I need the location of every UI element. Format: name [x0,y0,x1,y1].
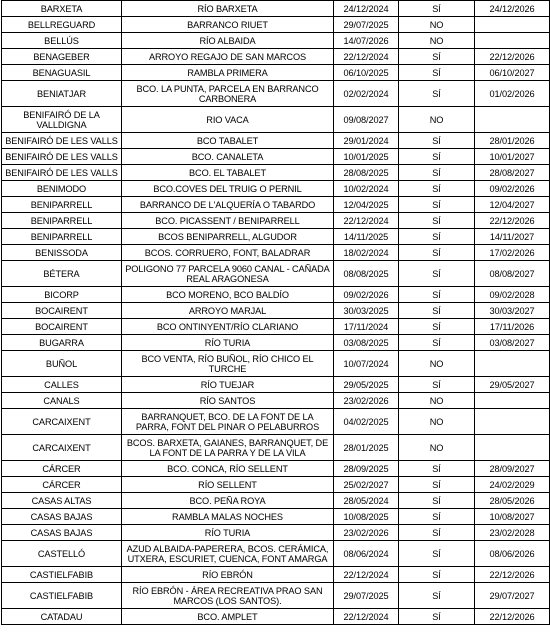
table-row [2,287,550,303]
municipality-cell: BENAGEBER [2,49,122,65]
location-cell: RIO VACA [122,107,334,133]
municipality-cell: BENISSODA [2,245,122,261]
municipality-cell: CÁRCER [2,461,122,477]
expiry-date-cell: 22/12/2026 [475,567,550,583]
date-cell: 28/01/2025 [334,435,399,461]
expiry-date-cell: 24/12/2026 [475,1,550,17]
date-cell: 28/05/2024 [334,493,399,509]
table-row [2,319,550,335]
municipality-cell: CASAS BAJAS [2,525,122,541]
status-cell: SÍ [399,261,475,287]
location-cell: BCOS. CORRUERO, FONT, BALADRAR [122,245,334,261]
table-row [2,303,550,319]
municipality-cell: BELLREGUARD [2,17,122,33]
location-cell: RÍO TURIA [122,525,334,541]
status-cell: NO [399,409,475,435]
location-cell: POLIGONO 77 PARCELA 9060 CANAL - CAÑADA REAL ARAGONESA [122,261,334,287]
date-cell: 10/07/2024 [334,351,399,377]
status-cell: SÍ [399,149,475,165]
municipality-cell: BUGARRA [2,335,122,351]
municipality-cell: BÉTERA [2,261,122,287]
status-cell: SÍ [399,213,475,229]
status-cell: SÍ [399,65,475,81]
expiry-date-cell: 14/11/2027 [475,229,550,245]
table-row [2,17,550,33]
date-cell: 09/02/2026 [334,287,399,303]
status-cell: SÍ [399,493,475,509]
location-cell: BCO. PEÑA ROYA [122,493,334,509]
expiry-date-cell: 24/02/2029 [475,477,550,493]
date-cell: 23/02/2026 [334,393,399,409]
municipality-cell: BENIFAIRÓ DE LA VALLDIGNA [2,107,122,133]
date-cell: 14/11/2025 [334,229,399,245]
date-cell: 29/01/2024 [334,133,399,149]
status-cell: SÍ [399,81,475,107]
location-cell: RAMBLA PRIMERA [122,65,334,81]
table-row [2,409,550,435]
table-row [2,567,550,583]
table-row [2,1,550,17]
date-cell: 29/07/2025 [334,583,399,609]
date-cell: 22/12/2024 [334,567,399,583]
expiry-date-cell: 29/05/2027 [475,377,550,393]
location-cell: RÍO TUEJAR [122,377,334,393]
location-cell: BCO VENTA, RÍO BUÑOL, RÍO CHICO EL TURCHE [122,351,334,377]
location-cell: RÍO EBRÓN [122,567,334,583]
expiry-date-cell [475,351,550,377]
status-cell: SÍ [399,319,475,335]
location-cell: BCO. CONCA, RÍO SELLENT [122,461,334,477]
municipality-cell: CARCAIXENT [2,435,122,461]
date-cell: 04/02/2025 [334,409,399,435]
expiry-date-cell [475,107,550,133]
location-cell: BCO. AMPLET [122,609,334,625]
date-cell: 17/11/2024 [334,319,399,335]
table-row [2,107,550,133]
location-cell: BCO. EL TABALET [122,165,334,181]
date-cell: 22/12/2024 [334,609,399,625]
table-row [2,393,550,409]
date-cell: 25/02/2027 [334,477,399,493]
table-body [2,1,550,625]
date-cell: 02/02/2024 [334,81,399,107]
location-cell: AZUD ALBAIDA-PAPERERA, BCOS. CERÁMICA, UTXERA, ESCURIET, CUENCA, FONT AMARGA [122,541,334,567]
location-cell: BCO. PICASSENT / BENIPARRELL [122,213,334,229]
status-cell: SÍ [399,525,475,541]
municipality-cell: BENIATJAR [2,81,122,107]
expiry-date-cell: 17/02/2026 [475,245,550,261]
date-cell: 08/08/2025 [334,261,399,287]
municipality-cell: CÁRCER [2,477,122,493]
date-cell: 03/08/2025 [334,335,399,351]
date-cell: 18/02/2024 [334,245,399,261]
table-row [2,351,550,377]
municipality-cell: BENIPARRELL [2,229,122,245]
location-cell: BARRANQUET, BCO. DE LA FONT DE LA PARRA, FONT DEL PINAR O PELABURROS [122,409,334,435]
table-row [2,197,550,213]
table-row [2,493,550,509]
date-cell: 22/12/2024 [334,49,399,65]
municipality-cell: BOCAIRENT [2,303,122,319]
status-cell: SÍ [399,49,475,65]
expiry-date-cell: 23/02/2028 [475,525,550,541]
expiry-date-cell: 30/03/2027 [475,303,550,319]
table-row [2,261,550,287]
expiry-date-cell: 29/07/2027 [475,583,550,609]
location-cell: BCOS BENIPARRELL, ALGUDOR [122,229,334,245]
municipality-cell: BENAGUASIL [2,65,122,81]
table-row [2,149,550,165]
expiry-date-cell: 22/12/2026 [475,609,550,625]
location-cell: BCO. CANALETA [122,149,334,165]
table-row [2,461,550,477]
status-cell: SÍ [399,609,475,625]
status-cell: SÍ [399,1,475,17]
municipality-cell: CASTELLÓ [2,541,122,567]
expiry-date-cell: 08/06/2026 [475,541,550,567]
municipality-cell: BARXETA [2,1,122,17]
expiry-date-cell: 28/01/2026 [475,133,550,149]
status-cell: NO [399,17,475,33]
date-cell: 09/08/2027 [334,107,399,133]
location-cell: ARROYO MARJAL [122,303,334,319]
location-cell: RÍO BARXETA [122,1,334,17]
table-row [2,335,550,351]
expiry-date-cell [475,435,550,461]
status-cell: NO [399,435,475,461]
expiry-date-cell: 22/12/2026 [475,213,550,229]
expiry-date-cell: 03/08/2027 [475,335,550,351]
date-cell: 06/10/2025 [334,65,399,81]
table-row [2,33,550,49]
table-row [2,435,550,461]
expiry-date-cell: 10/08/2027 [475,509,550,525]
status-cell: NO [399,107,475,133]
expiry-date-cell: 22/12/2026 [475,49,550,65]
location-cell: BCO TABALET [122,133,334,149]
table-row [2,229,550,245]
location-cell: RAMBLA MALAS NOCHES [122,509,334,525]
date-cell: 29/05/2025 [334,377,399,393]
date-cell: 22/12/2024 [334,213,399,229]
table-row [2,81,550,107]
municipality-cell: BELLÚS [2,33,122,49]
table-row [2,583,550,609]
status-cell: SÍ [399,165,475,181]
table-row [2,609,550,625]
table-row [2,509,550,525]
expiry-date-cell [475,409,550,435]
location-cell: RÍO TURIA [122,335,334,351]
table-row [2,49,550,65]
date-cell: 08/06/2024 [334,541,399,567]
status-cell: SÍ [399,583,475,609]
location-cell: BARRANCO RIUET [122,17,334,33]
table-row [2,213,550,229]
date-cell: 24/12/2024 [334,1,399,17]
status-cell: NO [399,33,475,49]
location-cell: RÍO ALBAIDA [122,33,334,49]
municipality-cell: CASTIELFABIB [2,567,122,583]
status-cell: SÍ [399,229,475,245]
municipality-cell: CATADAU [2,609,122,625]
location-cell: RÍO SANTOS [122,393,334,409]
table-row [2,541,550,567]
date-cell: 10/01/2025 [334,149,399,165]
status-cell: SÍ [399,377,475,393]
location-cell: ARROYO REGAJO DE SAN MARCOS [122,49,334,65]
status-cell: SÍ [399,245,475,261]
expiry-date-cell: 01/02/2026 [475,81,550,107]
municipality-cell: BENIMODO [2,181,122,197]
expiry-date-cell [475,33,550,49]
status-cell: SÍ [399,133,475,149]
municipality-cell: CALLES [2,377,122,393]
expiry-date-cell: 08/08/2027 [475,261,550,287]
expiry-date-cell: 28/05/2026 [475,493,550,509]
location-cell: BCO ONTINYENT/RÍO CLARIANO [122,319,334,335]
location-cell: BCO.COVES DEL TRUIG O PERNIL [122,181,334,197]
status-cell: SÍ [399,509,475,525]
expiry-date-cell: 09/02/2026 [475,181,550,197]
municipality-cell: BENIPARRELL [2,213,122,229]
table-row [2,377,550,393]
table-row [2,133,550,149]
date-cell: 10/02/2024 [334,181,399,197]
table-row [2,525,550,541]
status-cell: SÍ [399,567,475,583]
expiry-date-cell: 09/02/2028 [475,287,550,303]
expiry-date-cell: 06/10/2027 [475,65,550,81]
table-row [2,477,550,493]
expiry-date-cell: 12/04/2027 [475,197,550,213]
municipality-cell: CASAS BAJAS [2,509,122,525]
status-cell: SÍ [399,197,475,213]
date-cell: 28/08/2025 [334,165,399,181]
table-row [2,245,550,261]
location-cell: BCOS. BARXETA, GAIANES, BARRANQUET, DE LA FONT DE LA PARRA Y DE LA VILA [122,435,334,461]
date-cell: 14/07/2026 [334,33,399,49]
municipality-cell: BENIFAIRÓ DE LES VALLS [2,165,122,181]
status-cell: NO [399,393,475,409]
date-cell: 30/03/2025 [334,303,399,319]
table-row [2,181,550,197]
expiry-date-cell: 28/08/2027 [475,165,550,181]
expiry-date-cell: 10/01/2027 [475,149,550,165]
status-cell: SÍ [399,287,475,303]
permits-table [1,0,550,625]
municipality-cell: CASTIELFABIB [2,583,122,609]
status-cell: SÍ [399,477,475,493]
location-cell: BARRANCO DE L'ALQUERÍA O TABARDO [122,197,334,213]
date-cell: 23/02/2026 [334,525,399,541]
municipality-cell: CARCAIXENT [2,409,122,435]
municipality-cell: BOCAIRENT [2,319,122,335]
municipality-cell: CASAS ALTAS [2,493,122,509]
location-cell: RÍO SELLENT [122,477,334,493]
table-row [2,65,550,81]
status-cell: SÍ [399,541,475,567]
status-cell: NO [399,351,475,377]
expiry-date-cell [475,393,550,409]
status-cell: SÍ [399,335,475,351]
expiry-date-cell: 28/09/2027 [475,461,550,477]
status-cell: SÍ [399,461,475,477]
municipality-cell: BENIFAIRÓ DE LES VALLS [2,149,122,165]
location-cell: BCO. LA PUNTA, PARCELA EN BARRANCO CARBONERA [122,81,334,107]
date-cell: 12/04/2025 [334,197,399,213]
location-cell: BCO MORENO, BCO BALDÍO [122,287,334,303]
municipality-cell: BUÑOL [2,351,122,377]
status-cell: SÍ [399,303,475,319]
municipality-cell: BENIFAIRÓ DE LES VALLS [2,133,122,149]
status-cell: SÍ [399,181,475,197]
expiry-date-cell [475,17,550,33]
location-cell: RÍO EBRÓN - ÁREA RECREATIVA PRAO SAN MARCOS (LOS SANTOS). [122,583,334,609]
date-cell: 28/09/2025 [334,461,399,477]
municipality-cell: CANALS [2,393,122,409]
municipality-cell: BENIPARRELL [2,197,122,213]
table-row [2,165,550,181]
date-cell: 29/07/2025 [334,17,399,33]
municipality-cell: BICORP [2,287,122,303]
date-cell: 10/08/2025 [334,509,399,525]
expiry-date-cell: 17/11/2026 [475,319,550,335]
